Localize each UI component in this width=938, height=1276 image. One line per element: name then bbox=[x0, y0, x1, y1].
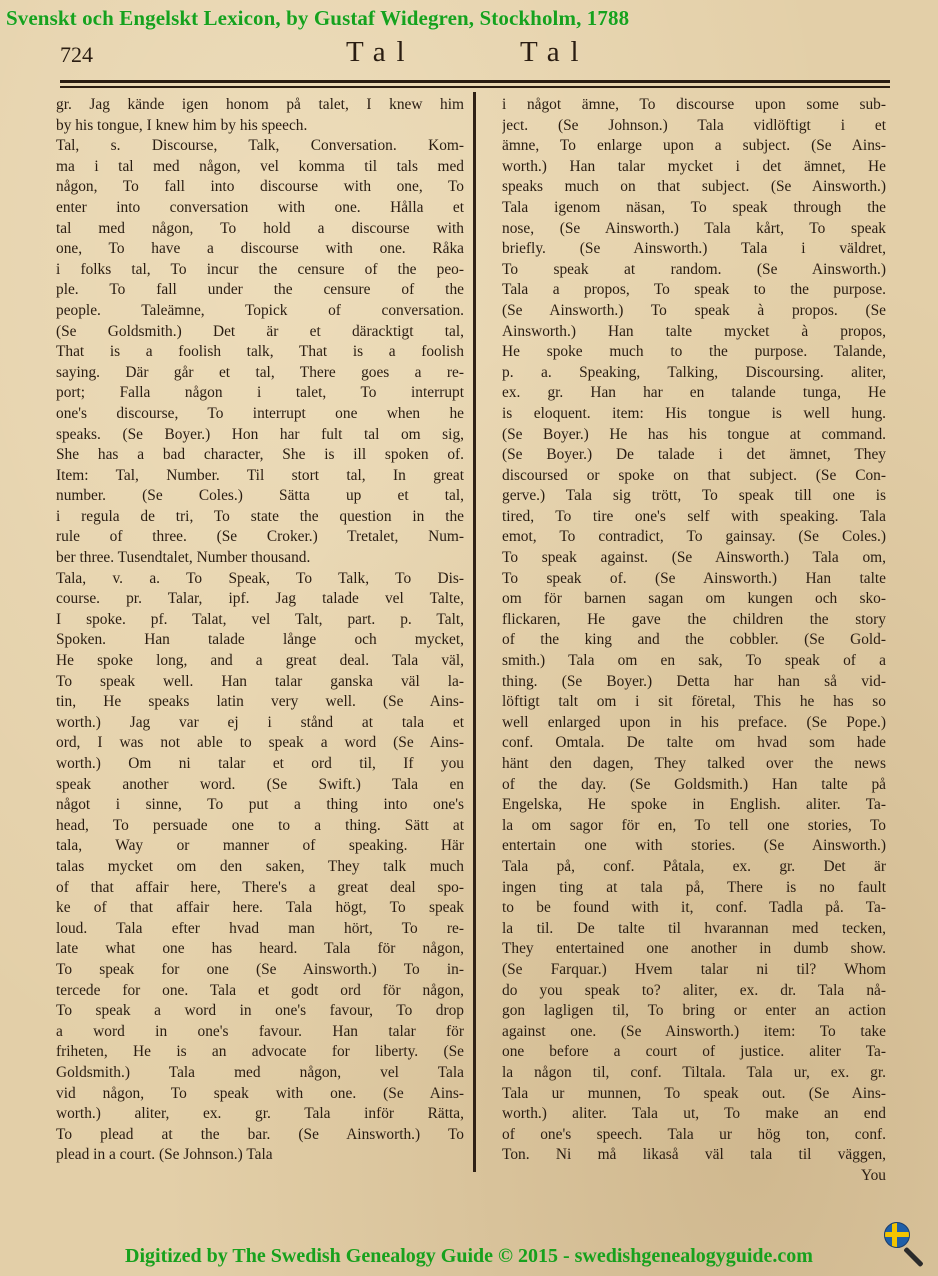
text-line: worth.) Om ni talar et ord til, If you bbox=[56, 755, 464, 772]
text-line: enter into conversation with one. Hålla et bbox=[56, 198, 464, 216]
text-line: do you speak to? aliter, ex. dr. Tala nå- bbox=[502, 981, 886, 999]
text-line: plead in a court. (Se Johnson.) Tala bbox=[56, 1146, 273, 1164]
text-line: port; Falla någon i talet, To interrupt bbox=[56, 384, 464, 402]
text-line: To plead at the bar. (Se Ainsworth.) To bbox=[56, 1125, 464, 1143]
text-line: gr. Jag kände igen honom på talet, I knew him bbox=[56, 96, 464, 113]
text-line: (Se Farquar.) Hvem talar ni til? Whom bbox=[502, 960, 886, 978]
text-line: (Se Boyer.) De talade i det ämnet, They bbox=[502, 446, 886, 464]
text-line: worth.) Han talar mycket i det ämnet, He bbox=[502, 157, 886, 175]
text-line: Ton. Ni må likaså väl tala til väggen, bbox=[502, 1146, 886, 1164]
text-line: thing. (Se Boyer.) Detta har han så vid- bbox=[502, 672, 886, 690]
digitizer-footer: Digitized by The Swedish Genealogy Guide © 2015 - swedishgenealogyguide.com bbox=[125, 1245, 813, 1267]
text-line: tired, To tire one's self with speaking. Tala bbox=[502, 507, 886, 525]
text-line: Spoken. Han talade långe och mycket, bbox=[56, 631, 464, 649]
text-line: Tala på, conf. Påtala, ex. gr. Det är bbox=[502, 857, 886, 875]
text-line: To speak at random. (Se Ainsworth.) bbox=[502, 260, 886, 278]
text-line: speaks much on that subject. (Se Ainsworth.) bbox=[502, 178, 886, 196]
column-divider bbox=[473, 92, 476, 1172]
text-line: He spoke long, and a great deal. Tala väl, bbox=[56, 652, 464, 670]
text-line: one, To have a discourse with one. Råka bbox=[56, 240, 464, 258]
text-line: people. Taleämne, Topick of conversation. bbox=[56, 301, 464, 319]
text-line: He spoke much to the purpose. Talande, bbox=[502, 343, 886, 361]
text-line: well enlarged upon in his preface. (Se Pope.) bbox=[502, 713, 886, 731]
text-line: speaks. (Se Boyer.) Hon har fult tal om sig, bbox=[56, 425, 464, 443]
text-line: of that affair here, There's a great deal spo- bbox=[56, 878, 464, 896]
text-line: one's discourse, To interrupt one when he bbox=[56, 404, 464, 422]
text-line: worth.) Jag var ej i stånd at tala et bbox=[56, 713, 464, 731]
text-line: To speak for one (Se Ainsworth.) To in- bbox=[56, 960, 464, 978]
text-line: number. (Se Coles.) Sätta up et tal, bbox=[56, 487, 464, 505]
text-line: gon lagligen til, To bring or enter an action bbox=[502, 1002, 886, 1020]
text-line: To speak well. Han talar ganska väl la- bbox=[56, 672, 464, 690]
text-line: head, To persuade one to a thing. Sätt at bbox=[56, 816, 464, 834]
text-line: friheten, He is an advocate for liberty. (Se bbox=[56, 1043, 464, 1061]
text-line: ex. gr. Han har en talande tunga, He bbox=[502, 384, 886, 402]
text-line: worth.) aliter, ex. gr. Tala inför Rätta, bbox=[56, 1105, 464, 1123]
text-line: Tala, v. a. To Speak, To Talk, To Dis- bbox=[56, 569, 464, 587]
text-line: You bbox=[861, 1166, 886, 1184]
text-line: They entertained one another in dumb show. bbox=[502, 940, 886, 958]
text-line: one before a court of justice. aliter Ta- bbox=[502, 1043, 886, 1061]
text-line: late what one has heard. Tala för någon, bbox=[56, 940, 464, 958]
text-line: by his tongue, I knew him by his speech. bbox=[56, 116, 308, 134]
header-rule-secondary bbox=[60, 86, 890, 88]
text-line: ke of that affair here. Tala högt, To speak bbox=[56, 899, 464, 917]
text-line: tala, Way or manner of speaking. Här bbox=[56, 837, 464, 855]
text-line: against one. (Se Ainsworth.) item: To take bbox=[502, 1022, 886, 1040]
text-line: flickaren, He gave the children the story bbox=[502, 610, 886, 628]
text-line: I spoke. pf. Talat, vel Talt, part. p. Talt, bbox=[56, 610, 464, 628]
text-line: emot, To contradict, To gainsay. (Se Coles.) bbox=[502, 528, 886, 546]
text-line: Goldsmith.) Tala med någon, vel Tala bbox=[56, 1063, 464, 1081]
text-line: speak another word. (Se Swift.) Tala en bbox=[56, 775, 464, 793]
text-line: She has a bad character, She is ill spoken of. bbox=[56, 446, 464, 464]
text-line: conf. Omtala. De talte om hvad som hade bbox=[502, 734, 886, 752]
page-number: 724 bbox=[60, 42, 93, 67]
text-line: ord, I was not able to speak a word (Se Ains- bbox=[56, 734, 464, 752]
text-line: ple. To fall under the censure of the bbox=[56, 281, 464, 299]
text-line: hänt den dagen, They talked over the news bbox=[502, 755, 886, 772]
text-line: (Se Ainsworth.) To speak à propos. (Se bbox=[502, 301, 886, 319]
text-line: Tala a propos, To speak to the purpose. bbox=[502, 281, 886, 299]
swedish-flag-magnifier-icon bbox=[884, 1222, 910, 1248]
text-line: Tal, s. Discourse, Talk, Conversation. Kom- bbox=[56, 137, 464, 155]
text-line: (Se Goldsmith.) Det är et däracktigt tal, bbox=[56, 322, 464, 340]
running-head-left: Tal bbox=[346, 36, 416, 68]
text-line: något i sinne, To put a thing into one's bbox=[56, 796, 464, 814]
header-rule bbox=[60, 80, 890, 83]
text-line: la til. De talte til hvarannan med tecken, bbox=[502, 919, 886, 937]
text-line: tal med någon, To hold a discourse with bbox=[56, 219, 464, 237]
text-line: ject. (Se Johnson.) Tala vidlöftigt i et bbox=[502, 116, 886, 134]
text-line: smith.) Tala om en sak, To speak of a bbox=[502, 652, 886, 670]
text-line: To speak a word in one's favour, To drop bbox=[56, 1002, 464, 1020]
text-line: i folks tal, To incur the censure of the peo- bbox=[56, 260, 464, 278]
text-line: That is a foolish talk, That is a foolish bbox=[56, 343, 464, 361]
text-line: rule of three. (Se Croker.) Tretalet, Num- bbox=[56, 528, 464, 546]
text-line: p. a. Speaking, Talking, Discoursing. aliter, bbox=[502, 363, 886, 381]
text-line: loud. Tala efter hvad man hört, To re- bbox=[56, 919, 464, 937]
text-line: worth.) aliter. Tala ut, To make an end bbox=[502, 1105, 886, 1123]
text-line: någon, To fall into discourse with one, To bbox=[56, 178, 464, 196]
text-line: Item: Tal, Number. Til stort tal, In great bbox=[56, 466, 464, 484]
left-column bbox=[56, 95, 464, 1166]
text-line: la om sagor för en, To tell one stories, To bbox=[502, 816, 886, 834]
text-line: i regula de tri, To state the question in the bbox=[56, 507, 464, 525]
text-line: om för barnen sagan om kungen och sko- bbox=[502, 590, 886, 608]
text-line: vid någon, To speak with one. (Se Ains- bbox=[56, 1084, 464, 1102]
text-line: To speak against. (Se Ainsworth.) Tala om, bbox=[502, 549, 886, 567]
text-line: is eloquent. item: His tongue is well hung. bbox=[502, 404, 886, 422]
text-line: la någon til, conf. Tiltala. Tala ur, ex. gr. bbox=[502, 1063, 886, 1081]
text-line: ingen ting at tala på, There is no fault bbox=[502, 878, 886, 896]
text-line: of the king and the cobbler. (Se Gold- bbox=[502, 631, 886, 649]
running-head-right: Tal bbox=[520, 36, 590, 68]
text-line: ämne, To enlarge upon a subject. (Se Ains- bbox=[502, 137, 886, 155]
text-line: tercede for one. Tala et godt ord för någon, bbox=[56, 981, 464, 999]
right-column bbox=[502, 95, 886, 1186]
text-line: löftigt talt om i sit företal, This he has so bbox=[502, 693, 886, 711]
text-line: entertain one with stories. (Se Ainsworth.) bbox=[502, 837, 886, 855]
text-line: course. pr. Talar, ipf. Jag talade vel Talte, bbox=[56, 590, 464, 608]
text-line: saying. Där går et tal, There goes a re- bbox=[56, 363, 464, 381]
text-line: i något ämne, To discourse upon some sub- bbox=[502, 96, 886, 113]
text-line: tin, He speaks latin very well. (Se Ains- bbox=[56, 693, 464, 711]
text-line: (Se Boyer.) He has his tongue at command. bbox=[502, 425, 886, 443]
text-line: of one's speech. Tala ur hög ton, conf. bbox=[502, 1125, 886, 1143]
text-line: Engelska, He spoke in English. aliter. Ta- bbox=[502, 796, 886, 814]
text-line: to be found with it, conf. Tadla på. Ta- bbox=[502, 899, 886, 917]
text-line: of the day. (Se Goldsmith.) Han talte på bbox=[502, 775, 886, 793]
text-line: ber three. Tusendtalet, Number thousand. bbox=[56, 549, 311, 567]
text-line: talas mycket om den saken, They talk much bbox=[56, 857, 464, 875]
text-line: gerve.) Tala sig trött, To speak till one is bbox=[502, 487, 886, 505]
text-line: To speak of. (Se Ainsworth.) Han talte bbox=[502, 569, 886, 587]
text-line: ma i tal med någon, vel komma til tals med bbox=[56, 157, 464, 175]
text-line: Tala igenom näsan, To speak through the bbox=[502, 198, 886, 216]
text-line: Tala ur munnen, To speak out. (Se Ains- bbox=[502, 1084, 886, 1102]
text-line: discoursed or spoke on that subject. (Se Con- bbox=[502, 466, 886, 484]
text-line: a word in one's favour. Han talar för bbox=[56, 1022, 464, 1040]
text-line: nose, (Se Ainsworth.) Tala kårt, To speak bbox=[502, 219, 886, 237]
text-line: briefly. (Se Ainsworth.) Tala i väldret, bbox=[502, 240, 886, 258]
digitizer-watermark: Svenskt och Engelskt Lexicon, by Gustaf Widegren, Stockholm, 1788 bbox=[6, 6, 630, 30]
text-line: Ainsworth.) Han talte mycket à propos, bbox=[502, 322, 886, 340]
